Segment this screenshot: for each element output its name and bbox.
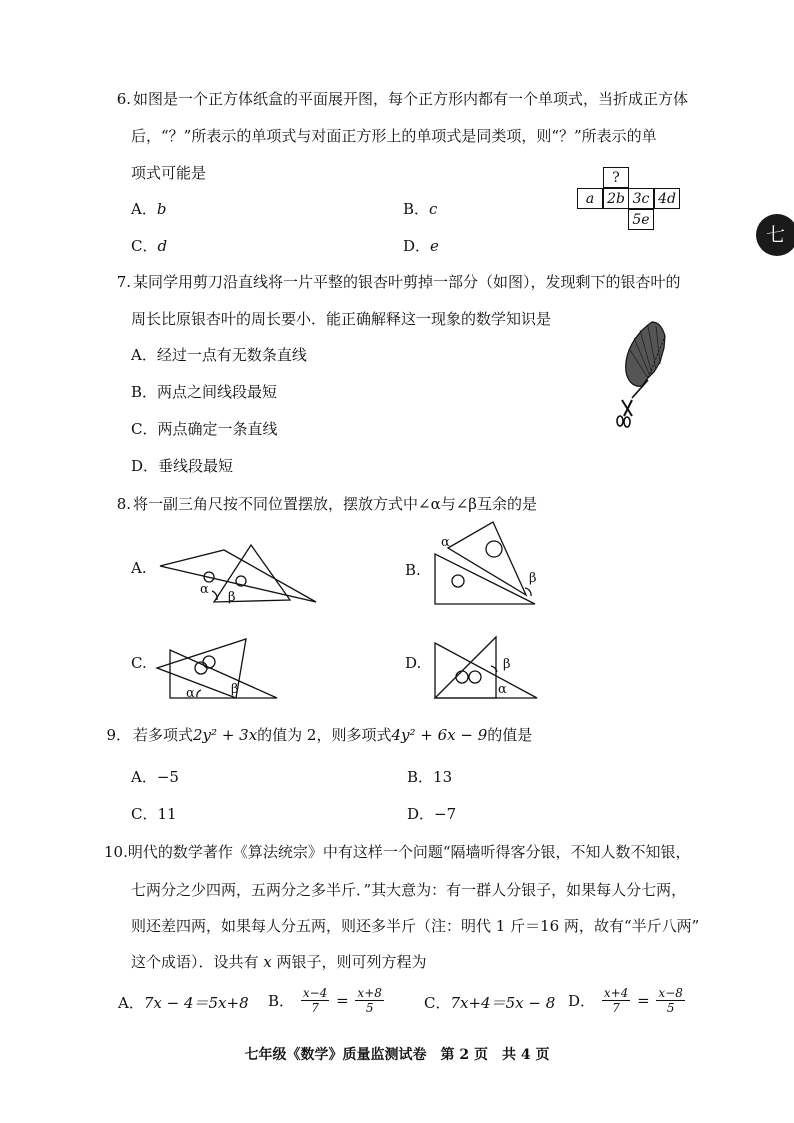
q10-line1: 10.明代的数学著作《算法统宗》中有这样一个问题“隔墙听得客分银，不知人数不知银， bbox=[104, 843, 691, 861]
net-cell-2b: 2b bbox=[603, 188, 629, 209]
q9-line1: 9． 若多项式2y² + 3x的值为 2，则多项式4y² + 6x − 9的值是 bbox=[106, 726, 533, 744]
triangle-figure-d bbox=[435, 637, 537, 698]
q9-option-a[interactable]: A．−5 bbox=[131, 768, 179, 786]
q8-line1: 8. 将一副三角尺按不同位置摆放，摆放方式中∠α与∠β互余的是 bbox=[116, 495, 537, 513]
fig-d-beta: β bbox=[503, 657, 511, 672]
net-cell-5e: 5e bbox=[628, 209, 654, 230]
q10-line3: 则还差四两，如果每人分五两，则还多半斤（注：明代 1 斤＝16 两，故有“半斤八两” bbox=[131, 917, 700, 935]
q7-option-b[interactable]: B．两点之间线段最短 bbox=[131, 383, 278, 401]
q8-option-c-label[interactable]: C. bbox=[131, 654, 147, 672]
q10-option-c[interactable]: C．7x+4＝5x − 8 bbox=[424, 994, 556, 1012]
fig-c-alpha: α bbox=[186, 686, 195, 701]
q10-line2: 七两分之少四两，五两分之多半斤．”其大意为：有一群人分银子，如果每人分七两， bbox=[131, 881, 687, 899]
q6-option-b[interactable]: B．c bbox=[403, 200, 438, 218]
triangle-figure-c bbox=[157, 639, 277, 698]
q8-option-b-label[interactable]: B. bbox=[405, 561, 421, 579]
q7-line2: 周长比原银杏叶的周长要小．能正确解释这一现象的数学知识是 bbox=[131, 310, 552, 328]
page-footer: 七年级《数学》质量监测试卷 第 2 页 共 4 页 bbox=[244, 1047, 550, 1063]
net-cell-4d: 4d bbox=[654, 188, 680, 209]
net-cell-a: a bbox=[577, 188, 603, 209]
q9-option-c[interactable]: C．11 bbox=[131, 805, 177, 823]
scissors-icon bbox=[617, 400, 632, 427]
q7-option-c[interactable]: C．两点确定一条直线 bbox=[131, 420, 278, 438]
triangle-figure-a bbox=[160, 545, 316, 602]
q10-option-b[interactable]: B． $\frac{x-4}{7}$ = $\frac{x+8}{5}$ bbox=[268, 986, 382, 1015]
fig-b-alpha: α bbox=[441, 535, 450, 550]
q9-option-b[interactable]: B．13 bbox=[407, 768, 453, 786]
q7-line1: 7. 某同学用剪刀沿直线将一片平整的银杏叶剪掉一部分（如图），发现剩下的银杏叶的 bbox=[116, 273, 681, 291]
net-cell-question: ? bbox=[603, 167, 629, 188]
q10-option-a[interactable]: A．7x − 4＝5x+8 bbox=[118, 994, 249, 1012]
fig-d-alpha: α bbox=[498, 682, 507, 697]
q6-option-d[interactable]: D．e bbox=[403, 237, 439, 255]
q6-line3: 项式可能是 bbox=[131, 164, 207, 182]
q8-option-d-label[interactable]: D. bbox=[405, 654, 422, 672]
q10-option-d[interactable]: D． $\frac{x+4}{7}$ = $\frac{x-8}{5}$ bbox=[568, 986, 683, 1015]
section-tab-seven: 七 bbox=[756, 214, 794, 256]
q6-option-c[interactable]: C．d bbox=[131, 237, 168, 255]
q8-option-a-label[interactable]: A. bbox=[131, 559, 147, 577]
net-cell-3c: 3c bbox=[628, 188, 654, 209]
q7-option-d[interactable]: D．垂线段最短 bbox=[131, 457, 234, 475]
fig-c-beta: β bbox=[231, 682, 239, 697]
fig-a-alpha: α bbox=[200, 582, 209, 597]
q7-option-a[interactable]: A．经过一点有无数条直线 bbox=[131, 346, 307, 364]
q6-option-a[interactable]: A．b bbox=[131, 200, 167, 218]
fig-b-beta: β bbox=[529, 571, 537, 586]
q6-line2: 后，“？”所表示的单项式与对面正方形上的单项式是同类项，则“？”所表示的单 bbox=[131, 127, 657, 145]
fig-a-beta: β bbox=[228, 590, 236, 605]
q10-line4: 这个成语）．设共有 x 两银子，则可列方程为 bbox=[131, 953, 427, 971]
q9-option-d[interactable]: D．−7 bbox=[407, 805, 457, 823]
ginkgo-leaf-icon bbox=[626, 322, 665, 398]
q6-line1: 6. 如图是一个正方体纸盒的平面展开图，每个正方形内都有一个单项式，当折成正方体 bbox=[116, 90, 689, 108]
triangle-figure-b bbox=[435, 522, 535, 604]
